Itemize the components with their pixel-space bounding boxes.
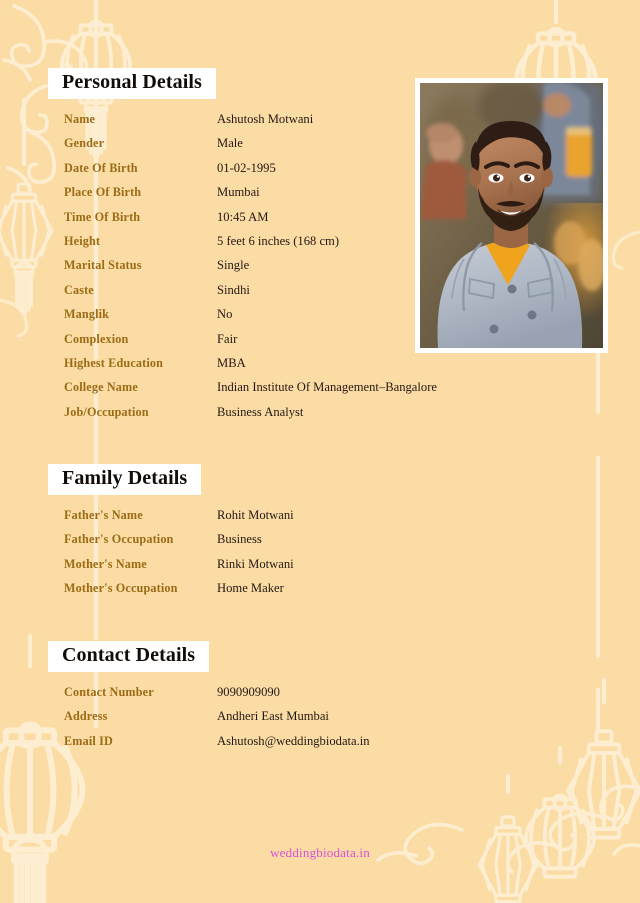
value-fathers-occupation: Business <box>217 532 262 547</box>
label-complexion: Complexion <box>64 331 129 346</box>
row-email-id <box>0 734 640 758</box>
label-marital-status: Marital Status <box>64 258 142 273</box>
label-place-of-birth: Place Of Birth <box>64 185 142 200</box>
value-marital-status: Single <box>217 258 250 273</box>
footer-website-link[interactable]: weddingbiodata.in <box>270 845 370 860</box>
label-name: Name <box>64 112 96 126</box>
row-job-occupation <box>0 405 640 429</box>
row-complexion <box>0 332 640 356</box>
label-highest-education: Highest Education <box>64 355 164 370</box>
value-time-of-birth: 10:45 AM <box>217 209 269 224</box>
value-caste: Sindhi <box>217 282 250 297</box>
label-college-name: College Name <box>64 380 138 395</box>
row-marital-status <box>0 258 640 282</box>
label-mothers-occupation: Mother's Occupation <box>64 581 178 596</box>
row-college-name <box>0 380 640 404</box>
label-email-id: Email ID <box>64 733 113 748</box>
value-email-id: Ashutosh@weddingbiodata.in <box>217 733 370 748</box>
label-height: Height <box>64 233 101 248</box>
row-manglik <box>0 307 640 331</box>
value-manglik: No <box>217 307 233 322</box>
value-gender: Male <box>217 136 243 151</box>
label-date-of-birth: Date Of Birth <box>64 160 138 175</box>
row-date-of-birth <box>0 161 640 185</box>
label-mothers-name: Mother's Name <box>64 556 147 571</box>
section-heading-contact: Contact Details <box>48 641 209 672</box>
value-mothers-occupation: Home Maker <box>217 581 284 596</box>
value-place-of-birth: Mumbai <box>217 185 260 200</box>
row-time-of-birth <box>0 210 640 234</box>
value-height: 5 feet 6 inches (168 cm) <box>217 233 340 248</box>
row-height <box>0 234 640 258</box>
value-fathers-name: Rohit Motwani <box>217 508 294 522</box>
row-address <box>0 709 640 733</box>
label-time-of-birth: Time Of Birth <box>64 209 141 224</box>
row-place-of-birth <box>0 185 640 209</box>
row-contact-number <box>0 685 640 709</box>
value-contact-number: 9090909090 <box>217 685 280 699</box>
label-manglik: Manglik <box>64 307 110 322</box>
value-highest-education: MBA <box>217 355 246 370</box>
row-highest-education <box>0 356 640 380</box>
section-heading-family: Family Details <box>48 464 201 495</box>
row-gender <box>0 136 640 160</box>
label-fathers-name: Father's Name <box>64 508 143 522</box>
label-address: Address <box>64 709 108 724</box>
label-contact-number: Contact Number <box>64 685 154 699</box>
value-address: Andheri East Mumbai <box>217 709 329 724</box>
row-mothers-occupation <box>0 581 640 605</box>
label-caste: Caste <box>64 282 94 297</box>
label-fathers-occupation: Father's Occupation <box>64 532 174 547</box>
rows-personal <box>0 112 640 429</box>
row-mothers-name <box>0 557 640 581</box>
value-name: Ashutosh Motwani <box>217 112 314 126</box>
value-job-occupation: Business Analyst <box>217 404 304 419</box>
value-mothers-name: Rinki Motwani <box>217 556 294 571</box>
row-caste <box>0 283 640 307</box>
rows-family <box>0 508 640 606</box>
label-gender: Gender <box>64 136 105 151</box>
row-fathers-occupation <box>0 532 640 556</box>
rows-contact <box>0 685 640 758</box>
label-job-occupation: Job/Occupation <box>64 404 149 419</box>
value-date-of-birth: 01-02-1995 <box>217 160 276 175</box>
value-complexion: Fair <box>217 331 238 346</box>
row-fathers-name <box>0 508 640 532</box>
value-college-name: Indian Institute Of Management–Bangalore <box>217 380 437 395</box>
row-name <box>0 112 640 136</box>
section-heading-personal: Personal Details <box>48 68 216 99</box>
